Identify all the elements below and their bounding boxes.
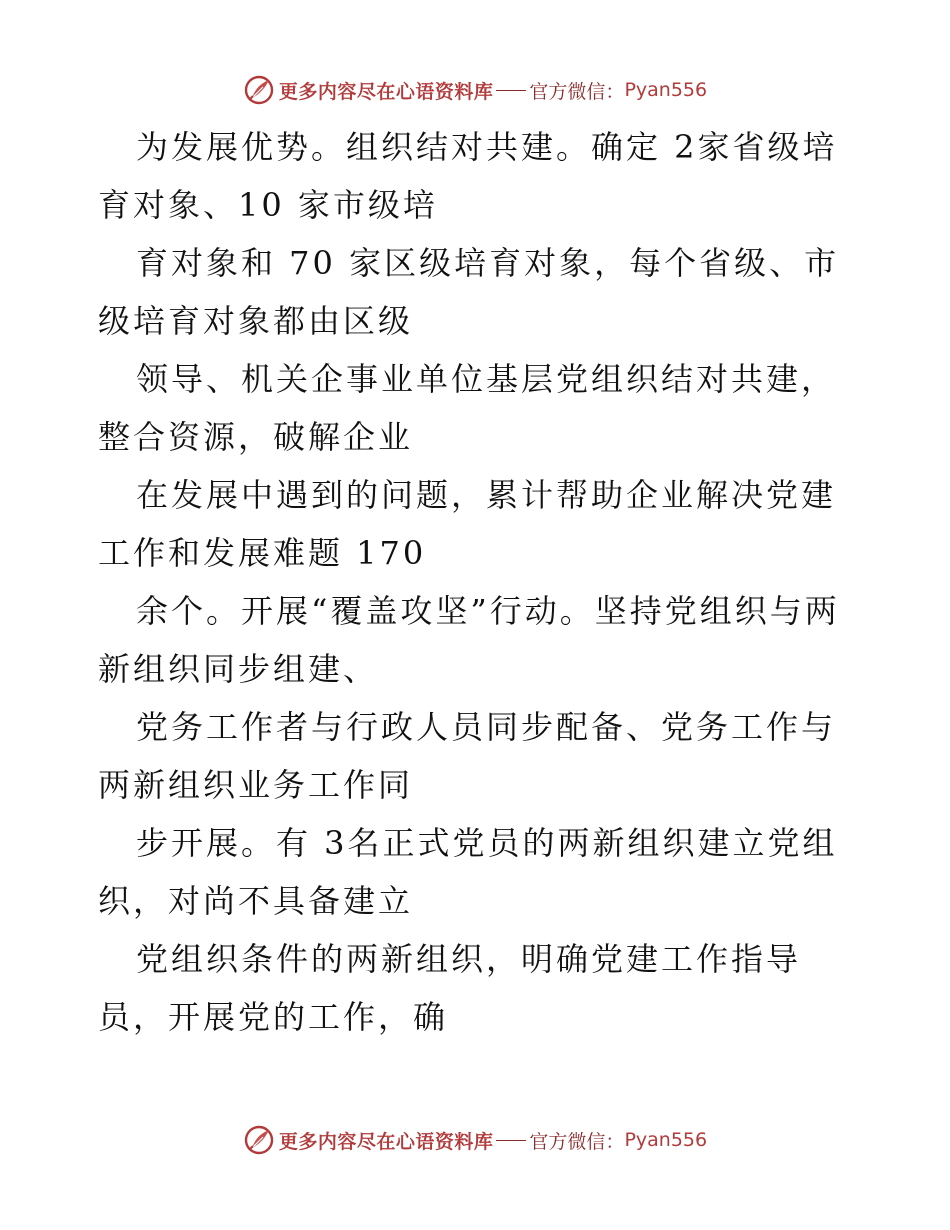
paragraph-line: 育对象和 70 家区级培育对象，每个省级、市级培育对象都由区级 <box>98 244 840 340</box>
feather-pen-icon <box>243 74 275 106</box>
paragraph-line: 党务工作者与行政人员同步配备、党务工作与两新组织业务工作同 <box>98 708 837 804</box>
official-label: 官方微信： <box>529 1130 625 1153</box>
paragraph-line: 党组织条件的两新组织，明确党建工作指导员，开展党的工作，确 <box>98 940 802 1036</box>
paragraph-line: 在发展中遇到的问题，累计帮助企业解决党建工作和发展难题 170 <box>98 476 837 572</box>
wechat-id: Pyan556 <box>624 1129 708 1151</box>
paragraph-line: 步开展。有 3名正式党员的两新组织建立党组织，对尚不具备建立 <box>98 824 838 920</box>
paragraph-line: 余个。开展“覆盖攻坚”行动。坚持党组织与两新组织同步组建、 <box>98 592 840 688</box>
document-body <box>98 118 858 1046</box>
banner-dash <box>496 1140 526 1141</box>
header-banner <box>0 70 950 110</box>
banner-dash <box>496 90 526 91</box>
wechat-id: Pyan556 <box>624 79 708 101</box>
feather-pen-icon <box>243 1124 275 1156</box>
paragraph-line: 领导、机关企事业单位基层党组织结对共建，整合资源，破解企业 <box>98 360 837 456</box>
banner-text: 更多内容尽在心语资料库 <box>278 1130 494 1153</box>
footer-banner <box>0 1120 950 1160</box>
paragraph-line: 为发展优势。组织结对共建。确定 2家省级培育对象、10 家市级培 <box>98 128 838 224</box>
official-label: 官方微信： <box>529 80 625 103</box>
banner-text: 更多内容尽在心语资料库 <box>278 80 494 103</box>
